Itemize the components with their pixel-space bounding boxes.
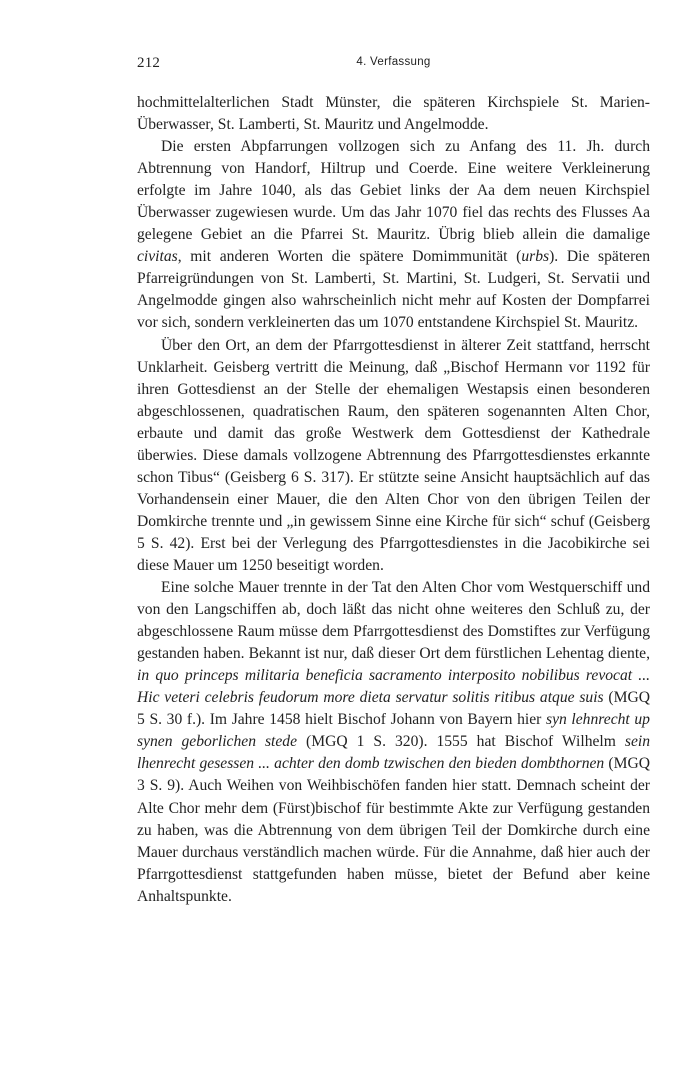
paragraph-3 — [137, 335, 650, 578]
text-run: (MGQ 1 S. 320). 1555 hat Bischof Wilhelm — [297, 733, 625, 751]
running-head: 4. Verfassung — [356, 56, 431, 68]
text-run: Über den Ort, an dem der Pfarrgottesdienst in älterer Zeit stattfand, herrscht Unklarheit. Geisberg vertritt die Meinung, daß „Bischof Hermann vor 1192 für ihren Gottesdienst an der Stelle der ehemaligen Westapsis einen besonderen abgeschlossenen, quadratischen Raum, den späteren sogenannten Alten Chor, erbaute und damit das große Westwerk dem Gottesdienst der Kathedrale überwies. Diese damals vollzogene Abtrennung des Pfarrgottesdienstes erkannte schon Tibus“ (Geisberg 6 S. 317). Er stützte seine Ansicht hauptsächlich auf das Vorhandensein einer Mauer, die den Alten Chor von den übrigen Teilen der Domkirche trennte und „in gewissem Sinne eine Kirche für sich“ schuf (Geisberg 5 S. 42). Erst bei der Verlegung des Pfarrgottesdienstes in die Jacobikirche sei diese Mauer um 1250 beseitigt worden. — [137, 336, 650, 574]
text-run: (MGQ 3 S. 9). Auch Weihen von Weihbischöfen fanden hier statt. Demnach scheint der Alte Chor mehr dem (Fürst)bischof für bestimmte Akte zur Verfügung gestanden zu haben, was die Abtrennung von dem übrigen Teil der Domkirche durch eine Mauer durchaus verständlich machen würde. Für die Annahme, daß hier auch der Pfarrgottesdienst stattgefunden haben müsse, bietet der Befund aber keine Anhaltspunkte. — [137, 755, 650, 905]
text-run: Eine solche Mauer trennte in der Tat den Alten Chor vom Westquerschiff und von den Langschiffen ab, doch läßt das nicht ohne weiteres den Schluß zu, der abgeschlossene Raum müsse dem Pfarrgottesdienst des Domstiftes zur Verfügung gestanden haben. Bekannt ist nur, daß dieser Ort dem fürstlichen Lehentag diente, — [137, 579, 650, 663]
italic-citation: civitas — [137, 248, 178, 266]
text-run: Die ersten Abpfarrungen vollzogen sich zu Anfang des 11. Jh. durch Abtrennung von Handorf, Hiltrup und Coerde. Eine weitere Verkleinerung erfolgte im Jahre 1040, als das Gebiet links der Aa dem neuen Kirchspiel Überwasser zugewiesen wurde. Um das Jahr 1070 fiel das rechts des Flusses Aa gelegene Gebiet an die Pfarrei St. Mauritz. Übrig blieb allein die damalige — [137, 138, 650, 244]
text-run: , mit anderen Worten die spätere Domimmunität ( — [177, 248, 522, 266]
italic-citation: syn lehnrecht up synen geborlichen stede — [137, 711, 650, 751]
italic-citation: in quo princeps militaria beneficia sacramento interposito nobilibus revocat ... Hic veteri celebris feudorum more dieta servatur solitis ritibus atque suis — [137, 667, 650, 707]
italic-citation: sein lhenrecht gesessen ... achter den domb tzwischen den bieden dombthornen — [137, 733, 650, 773]
text-run: hochmittelalterlichen Stadt Münster, die späteren Kirchspiele St. Marien-Überwasser, St. Lamberti, St. Mauritz und Angelmodde. — [137, 94, 650, 134]
italic-citation: urbs — [521, 248, 550, 266]
text-run: ). Die späteren Pfarreigründungen von St. Lamberti, St. Martini, St. Ludgeri, St. Servatii und Angelmodde gingen also wahrscheinlich nicht mehr auf Kosten der Dompfarrei vor sich, sondern verkleinerten das um 1070 entstandene Kirchspiel St. Mauritz. — [137, 248, 651, 332]
body-text — [137, 92, 650, 908]
paragraph-4 — [137, 577, 650, 908]
page-number: 212 — [137, 55, 161, 71]
page-header — [137, 55, 650, 75]
paragraph-2 — [137, 136, 650, 334]
paragraph-1 — [137, 92, 650, 136]
text-run: (MGQ 5 S. 30 f.). Im Jahre 1458 hielt Bischof Johann von Bayern hier — [137, 689, 651, 729]
